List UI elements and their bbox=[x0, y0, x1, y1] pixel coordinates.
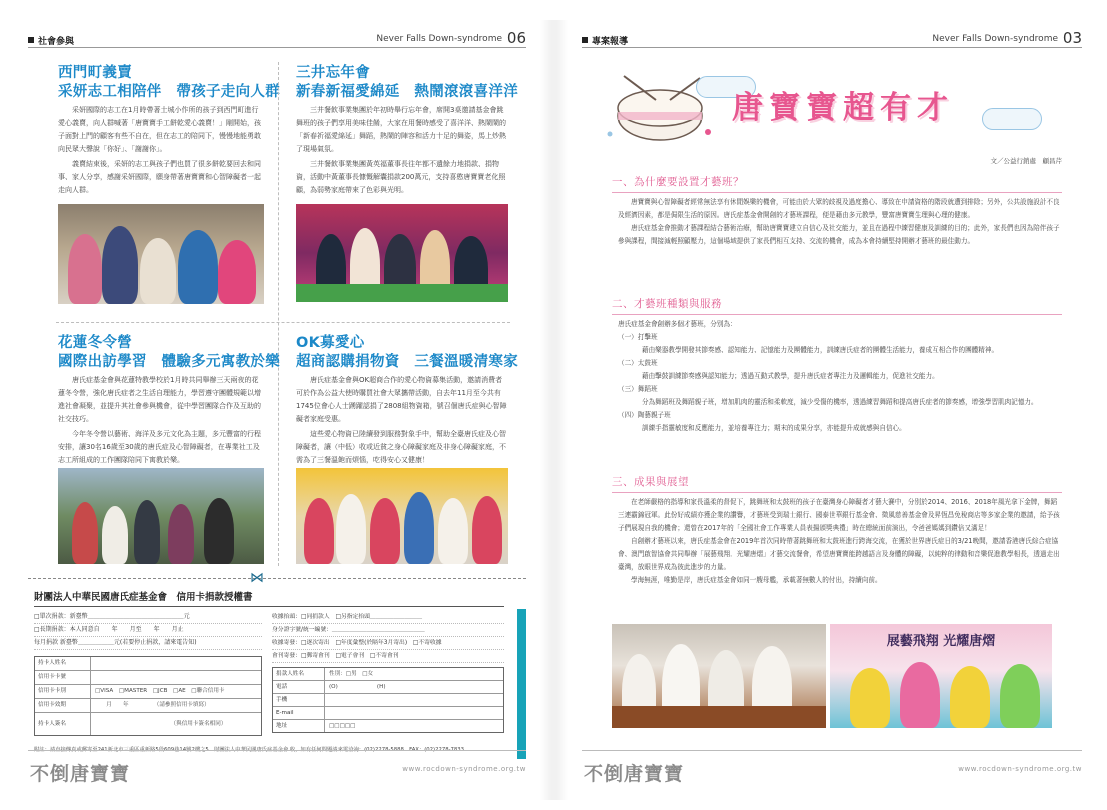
card-row: 持卡人簽名 （與信用卡簽名相同） bbox=[35, 713, 261, 735]
article-paragraph: 唐氏症基金會與花蓮特教學校於1月時共同舉辦三天兩夜的花蓮冬令營，強化唐氏症者之生活自理能力，學習遵守團體規範以增進社會凝聚，並提升其社會參與機會，從中學習團隊合作及互助的社交技巧。 bbox=[58, 376, 261, 423]
monthly-amount-row[interactable]: 每月捐款 新臺幣＿＿＿＿＿＿元(若要停止捐款，請來電告知) bbox=[34, 637, 262, 650]
id-number-row[interactable]: 身分證字號/統一編號：＿＿＿＿＿＿＿＿＿＿＿＿＿＿＿＿ bbox=[272, 624, 504, 637]
form-title: 財團法人中華民國唐氏症基金會 信用卡捐款授權書 bbox=[34, 589, 504, 607]
card-row: 信用卡效期 月 年 （請參照信用卡填寫） bbox=[35, 699, 261, 713]
magazine-logo: 不倒唐寶寶 bbox=[584, 763, 685, 785]
class-description: 藉由樂器教學開發其節奏感、認知能力、記憶能力及團體能力，訓練唐氏症者的團體生活能力，養成互相合作的團體精神。 bbox=[642, 346, 999, 354]
square-bullet-icon bbox=[28, 37, 34, 43]
left-page bbox=[28, 28, 526, 788]
class-description: 訓練手指靈敏度和反應能力，並培養專注力；期末的成果分享，亦能提升成就感與自信心。 bbox=[642, 424, 906, 432]
square-bullet-icon bbox=[582, 37, 588, 43]
publication-name: Never Falls Down-syndrome bbox=[932, 34, 1058, 44]
cardholder-signature-field[interactable]: （與信用卡簽名相同） bbox=[95, 721, 227, 727]
photo-drum-performance bbox=[612, 624, 826, 728]
section-why bbox=[612, 174, 1062, 248]
section-paragraph: 自創辦才藝班以來，唐氏症基金會在2019年首次同時帶著跳舞班和太鼓班進行跨海交流，在獲於世界唐氏症日的3/21晚間，邀請香港唐氏綜合症協會、澳門啟智協會共同舉辦「展藝飛翔．光耀唐熠」才藝交流餐會，希望唐寶寶能跨越語言及身體的障礙，以純粹的律動和音樂促進教學相長，透過走出臺灣，放眼世界成為彼此進步的力量。 bbox=[618, 537, 1060, 571]
article-subtitle: 國際出訪學習 體驗多元寓教於樂 bbox=[58, 354, 280, 370]
page-footer bbox=[582, 750, 1082, 788]
photo-caption: 展藝飛翔 光耀唐熠 bbox=[886, 634, 996, 649]
photo-ximending-volunteers bbox=[58, 204, 264, 304]
section-heading: 一、為什麼要設置才藝班？ bbox=[612, 174, 1062, 193]
section-label: 專案報導 bbox=[592, 37, 629, 47]
photo-mitsui-party bbox=[296, 204, 508, 302]
section-intro: 唐氏症基金會創辦多個才藝班，分別為： bbox=[618, 320, 737, 328]
card-number-field[interactable] bbox=[91, 671, 261, 684]
recurring-donation-row[interactable]: □長期捐款：本人同意自 年 月至 年 月止 bbox=[34, 624, 262, 637]
email-field[interactable] bbox=[325, 707, 503, 719]
magazine-logo: 不倒唐寶寶 bbox=[30, 763, 131, 785]
cloud-right-icon bbox=[982, 108, 1042, 130]
form-right-column bbox=[272, 611, 504, 733]
article-title: OK募愛心 bbox=[296, 335, 365, 351]
donor-row: 地址 □□□□□ bbox=[273, 720, 503, 732]
article-paragraph: 義賣結束後，采妍的志工與孩子們也買了很多餅乾要回去和同事、家人分享，感謝采妍國際，願身帶著唐寶寶和心智障礙者一起走向人群。 bbox=[58, 160, 261, 194]
article-ximending bbox=[58, 64, 280, 197]
article-subtitle: 新春新福愛綿延 熱鬧滾滾喜洋洋 bbox=[296, 84, 518, 100]
article-title: 三井忘年會 bbox=[296, 65, 370, 81]
article-paragraph: 這些愛心物資已陸續發到服務對象手中，幫助全臺唐氏症及心智障礙者，讓（中低）收或近貧之身心障礙家庭及非身心障礙家庭，不需為了三餐溫飽而煩惱，吃得安心又健康！ bbox=[296, 430, 506, 464]
section-heading: 二、才藝班種類與服務 bbox=[612, 296, 1062, 315]
section-label: 社會參與 bbox=[38, 37, 75, 47]
class-description: 分為舞蹈班及舞蹈親子班，增加肌肉的靈活和柔軟度，減少受傷的機率，透過練習舞蹈和提高唐氏症者的節奏感，增強學習肌肉記憶力。 bbox=[642, 398, 1038, 406]
donation-form bbox=[28, 570, 526, 758]
article-ok-mart bbox=[296, 334, 518, 467]
page-header bbox=[582, 28, 1082, 48]
card-type-field[interactable]: □VISA □MASTER □JCB □AE □聯合信用卡 bbox=[95, 688, 225, 694]
section-heading: 三、成果與展望 bbox=[612, 474, 1062, 493]
row-divider bbox=[56, 322, 510, 323]
section-classes bbox=[612, 296, 1062, 435]
phone-field[interactable]: (O) (H) bbox=[329, 684, 386, 690]
column-divider bbox=[278, 62, 279, 566]
page-header bbox=[28, 28, 526, 48]
article-paragraph: 今年冬令營以藝術、海洋及多元文化為主題，多元豐富的行程安排，讓30名16歲至30歲的唐氏症及心智障礙者，在專業社工及志工所組成的工作團隊陪同下寓教於樂。 bbox=[58, 430, 261, 464]
class-label: （三）舞蹈班 bbox=[618, 385, 658, 393]
page-number: 06 bbox=[506, 29, 526, 47]
article-hualien bbox=[58, 334, 280, 467]
article-paragraph: 三井餐飲事業集團黃英福董事長往年都不遺餘力地捐款、捐物資，活動中黃董事長慷慨解囊捐款200萬元，支持喜憨唐寶寶老化照顧，為弱勢家庭帶來了色彩與光明。 bbox=[296, 160, 506, 194]
article-byline: 文／公益行銷處 顧昌芹 bbox=[990, 157, 1062, 165]
donor-row: 捐款人姓名 性別：□男 □女 bbox=[273, 668, 503, 681]
card-info-table bbox=[34, 656, 262, 736]
newsletter-delivery-row[interactable]: 會刊寄發：□郵寄會刊 □電子會刊 □不寄會刊 bbox=[272, 650, 504, 663]
card-row: 信用卡卡別 □VISA □MASTER □JCB □AE □聯合信用卡 bbox=[35, 685, 261, 699]
card-row: 信用卡卡號 bbox=[35, 671, 261, 685]
card-expiry-field[interactable]: 月 年 （請參照信用卡填寫） bbox=[95, 702, 210, 708]
card-row: 持卡人姓名 bbox=[35, 657, 261, 671]
class-label: （二）太鼓班 bbox=[618, 359, 658, 367]
article-subtitle: 超商認購捐物資 三餐溫暖清寒家 bbox=[296, 354, 518, 370]
donor-row: 電話 (O) (H) bbox=[273, 681, 503, 694]
section-paragraph: 唐氏症基金會推動才藝課程結合藝術治療，幫助唐寶寶建立自信心及社交能力，並且在過程中練習健康及訓練的目的；此外，家長們也因為陪伴孩子參與課程，間接減輕照顧壓力，這個場域提供了家長們相互支持、交流的機會，成為本會持續堅持開辦才藝班的最佳動力。 bbox=[618, 224, 1060, 245]
donor-name-field[interactable]: 性別：□男 □女 bbox=[329, 671, 374, 677]
right-page bbox=[582, 28, 1082, 788]
website-url[interactable]: www.rocdown-syndrome.org.tw bbox=[958, 765, 1082, 773]
section-paragraph: 學海無涯，唯勤是岸，唐氏症基金會如同一艘母艦，承載著無數人的付出，持續向前。 bbox=[631, 576, 882, 584]
feature-title: 唐寶寶超有才 bbox=[732, 90, 954, 126]
section-paragraph: 在老師嚴格的指導和家長溫柔的督促下，跳舞班和太鼓班的孩子在臺灣身心障礙者才藝大賽中，分別於2014、2016、2018年風光拿下金牌，舞蹈三連霸錦冠軍。此份好成績亦獲企業的讚譽，才藝班受到瑞士銀行、國泰世華銀行基金會、徵風慈善基金會及昇恆昌免稅商店等多家企業的邀請，給予孩子們展現自我的機會；還曾在2017年的「全國社會工作專業人員表揚頒獎典禮」時在總統面前演出，令爸爸媽媽到鑽倍又滿足！ bbox=[618, 498, 1060, 532]
form-footnote: 附註：請直接傳真或郵寄至241新北市三重區重新路5段609巷14號2樓之5 財團法人中華民國唐氏症基金會 收，如有任何問題請來電洽詢：(02)2278-5888 FAX：(02)2278-7833 bbox=[34, 747, 464, 753]
article-title: 西門町義賣 bbox=[58, 65, 132, 81]
class-label: （四）陶藝親子班 bbox=[618, 411, 671, 419]
article-paragraph: 唐氏症基金會與OK超商合作的愛心物資募集活動，邀請消費者可於作為公益大使時購買社會大眾攜帶活動，自去年11月至今共有1745位會心人士踴躍認捐了2808組物資箱，號召個唐氏症與心智障礙者家庭受惠。 bbox=[296, 376, 507, 423]
feature-banner bbox=[604, 68, 1060, 148]
donor-info-table bbox=[272, 667, 504, 733]
receipt-title-row[interactable]: 收據抬頭：□同捐款人 □另指定抬頭＿＿＿＿＿＿＿＿＿ bbox=[272, 611, 504, 624]
address-field[interactable]: □□□□□ bbox=[329, 723, 356, 729]
page-number: 03 bbox=[1062, 29, 1082, 47]
publication-name: Never Falls Down-syndrome bbox=[376, 34, 502, 44]
spread-gutter bbox=[540, 20, 568, 800]
receipt-delivery-row[interactable]: 收據寄發：□逐次寄出 □年度彙整(於隔年3月寄出) □不寄收據 bbox=[272, 637, 504, 650]
page-footer bbox=[28, 750, 526, 788]
article-title: 花蓮冬令營 bbox=[58, 335, 132, 351]
article-paragraph: 采妍國際的志工在1月時帶著土城小作所的孩子到西門町進行愛心義賣，向人群喊著「唐寶寶手工餅乾愛心義賣！」剛開始，孩子面對上門的顧客有些不自在，但在志工的陪同下，慢慢地能勇敢向民眾大聲說「你好」、「謝謝你」。 bbox=[58, 106, 261, 153]
section-paragraph: 唐寶寶與心智障礙者經常無法享有休閒娛樂的機會，可能由於大眾的歧視及過度擔心、導致在申請資格的階段就遭到排除；另外，公共設施設計不良及經濟因素，都是侷限生活的原因。唐氏症基金會開創的才藝班課程，便是藉由多元教學，豐富唐寶寶生理與心理的健康。 bbox=[618, 198, 1060, 219]
single-donation-row[interactable]: □單次捐款：新臺幣＿＿＿＿＿＿＿＿＿＿＿＿＿＿＿＿元 bbox=[34, 611, 262, 624]
cardholder-name-field[interactable] bbox=[91, 657, 261, 670]
donor-row: E-mail bbox=[273, 707, 503, 720]
mobile-field[interactable] bbox=[325, 694, 503, 706]
class-label: （一）打擊班 bbox=[618, 333, 658, 341]
accent-bar bbox=[517, 609, 526, 759]
website-url[interactable]: www.rocdown-syndrome.org.tw bbox=[402, 765, 526, 773]
class-description: 藉由擊鼓訓練節奏感與認知能力；透過互動式教學，提升唐氏症者專注力及邏輯能力，促進社交能力。 bbox=[642, 372, 939, 380]
photo-ok-mart-donation bbox=[296, 468, 508, 564]
article-paragraph: 三井餐飲事業集團於年初時舉行忘年會，席開3桌邀請基金會跳舞班的孩子們享用美味佳餚，大家在用餐時感受了喜洋洋、熱鬧鬧的「新春祈福愛綿延」舞蹈，熱鬧的陣容和活力十足的舞姿，馬上炒熱了現場氣氛。 bbox=[296, 106, 506, 153]
ribbon-bow-icon: ⋈ bbox=[250, 570, 264, 586]
donor-row: 手機 bbox=[273, 694, 503, 707]
photo-hualien-camp bbox=[58, 468, 264, 564]
photo-dance-performance bbox=[830, 624, 1052, 728]
article-subtitle: 采妍志工相陪伴 帶孩子走向人群 bbox=[58, 84, 280, 100]
section-results bbox=[612, 474, 1062, 587]
form-left-column bbox=[34, 611, 262, 736]
article-mitsui bbox=[296, 64, 518, 197]
